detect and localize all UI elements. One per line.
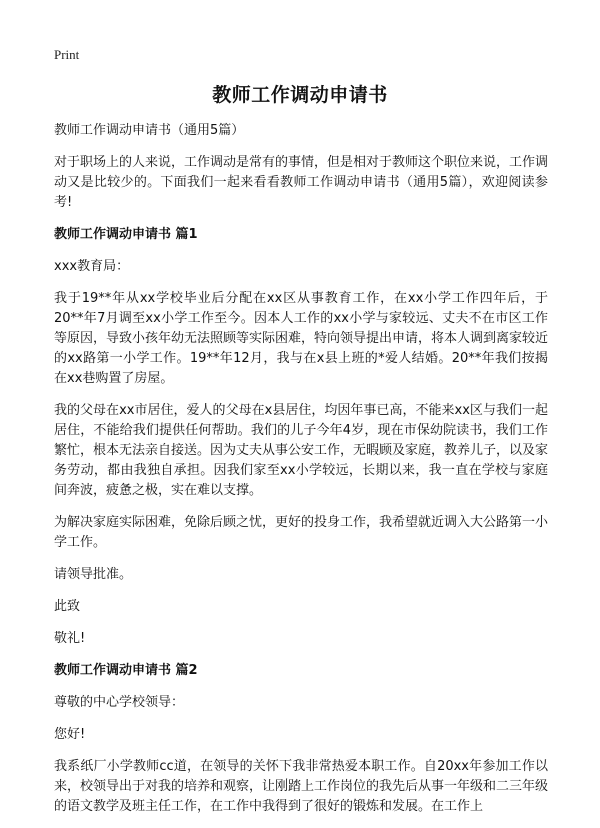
greeting: 您好!: [54, 727, 86, 742]
document-subtitle: 教师工作调动申请书（通用5篇）: [54, 123, 245, 138]
intro-paragraph: 对于职场上的人来说，工作调动是常有的事情，但是相对于教师这个职位来说，工作调动又是比较少的。下面我们一起来看看教师工作调动申请书（通用5篇），欢迎阅读参考!: [54, 155, 549, 210]
section-heading-1: 教师工作调动申请书 篇1: [54, 227, 198, 242]
paragraph: 我的父母在xx市居住，爱人的父母在x县居住，均因年事已高，不能来xx区与我们一起居住，不能给我们提供任何帮助。我们的儿子今年4岁，现在市保幼院读书，我们工作繁忙，根本无法亲自接送。因为丈夫从事公安工作，无暇顾及家庭，教养儿子，以及家务劳动，都由我独自承担。因我们家至xx小学较远，长期以来，我一直在学校与家庭间奔波，疲惫之极，实在难以支撑。: [54, 403, 549, 498]
paragraph: 我系纸厂小学教师cc道，在领导的关怀下我非常热爱本职工作。自20xx年参加工作以来，校领导出于对我的培养和观察，让刚踏上工作岗位的我先后从事一年级和二三年级的语文教学及班主任工作，在工作中我得到了很好的锻炼和发展。在工作上: [54, 759, 549, 814]
paragraph: 请领导批准。: [54, 567, 133, 582]
section-heading-2: 教师工作调动申请书 篇2: [54, 663, 198, 678]
print-label: Print: [54, 47, 80, 62]
paragraph: 我于19**年从xx学校毕业后分配在xx区从事教育工作，在xx小学工作四年后，于20**年7月调至xx小学工作至今。因本人工作的xx小学与家较远、丈夫不在市区工作等原因，导致小孩年幼无法照顾等实际困难，特向领导提出申请，将本人调到离家较近的xx路第一小学工作。19**年12月，我与在x县上班的*爱人结婚。20**年我们按揭在xx巷购置了房屋。: [54, 291, 549, 386]
salutation-2: 尊敬的中心学校领导：: [54, 695, 185, 710]
document-title: 教师工作调动申请书: [212, 84, 388, 106]
salutation-1: xxx教育局：: [54, 259, 130, 274]
closing-line: 此致: [54, 599, 81, 614]
closing-line: 敬礼!: [54, 631, 86, 646]
paragraph: 为解决家庭实际困难，免除后顾之忧，更好的投身工作，我希望就近调入大公路第一小学工作。: [54, 515, 549, 550]
document-body: [54, 121, 548, 828]
